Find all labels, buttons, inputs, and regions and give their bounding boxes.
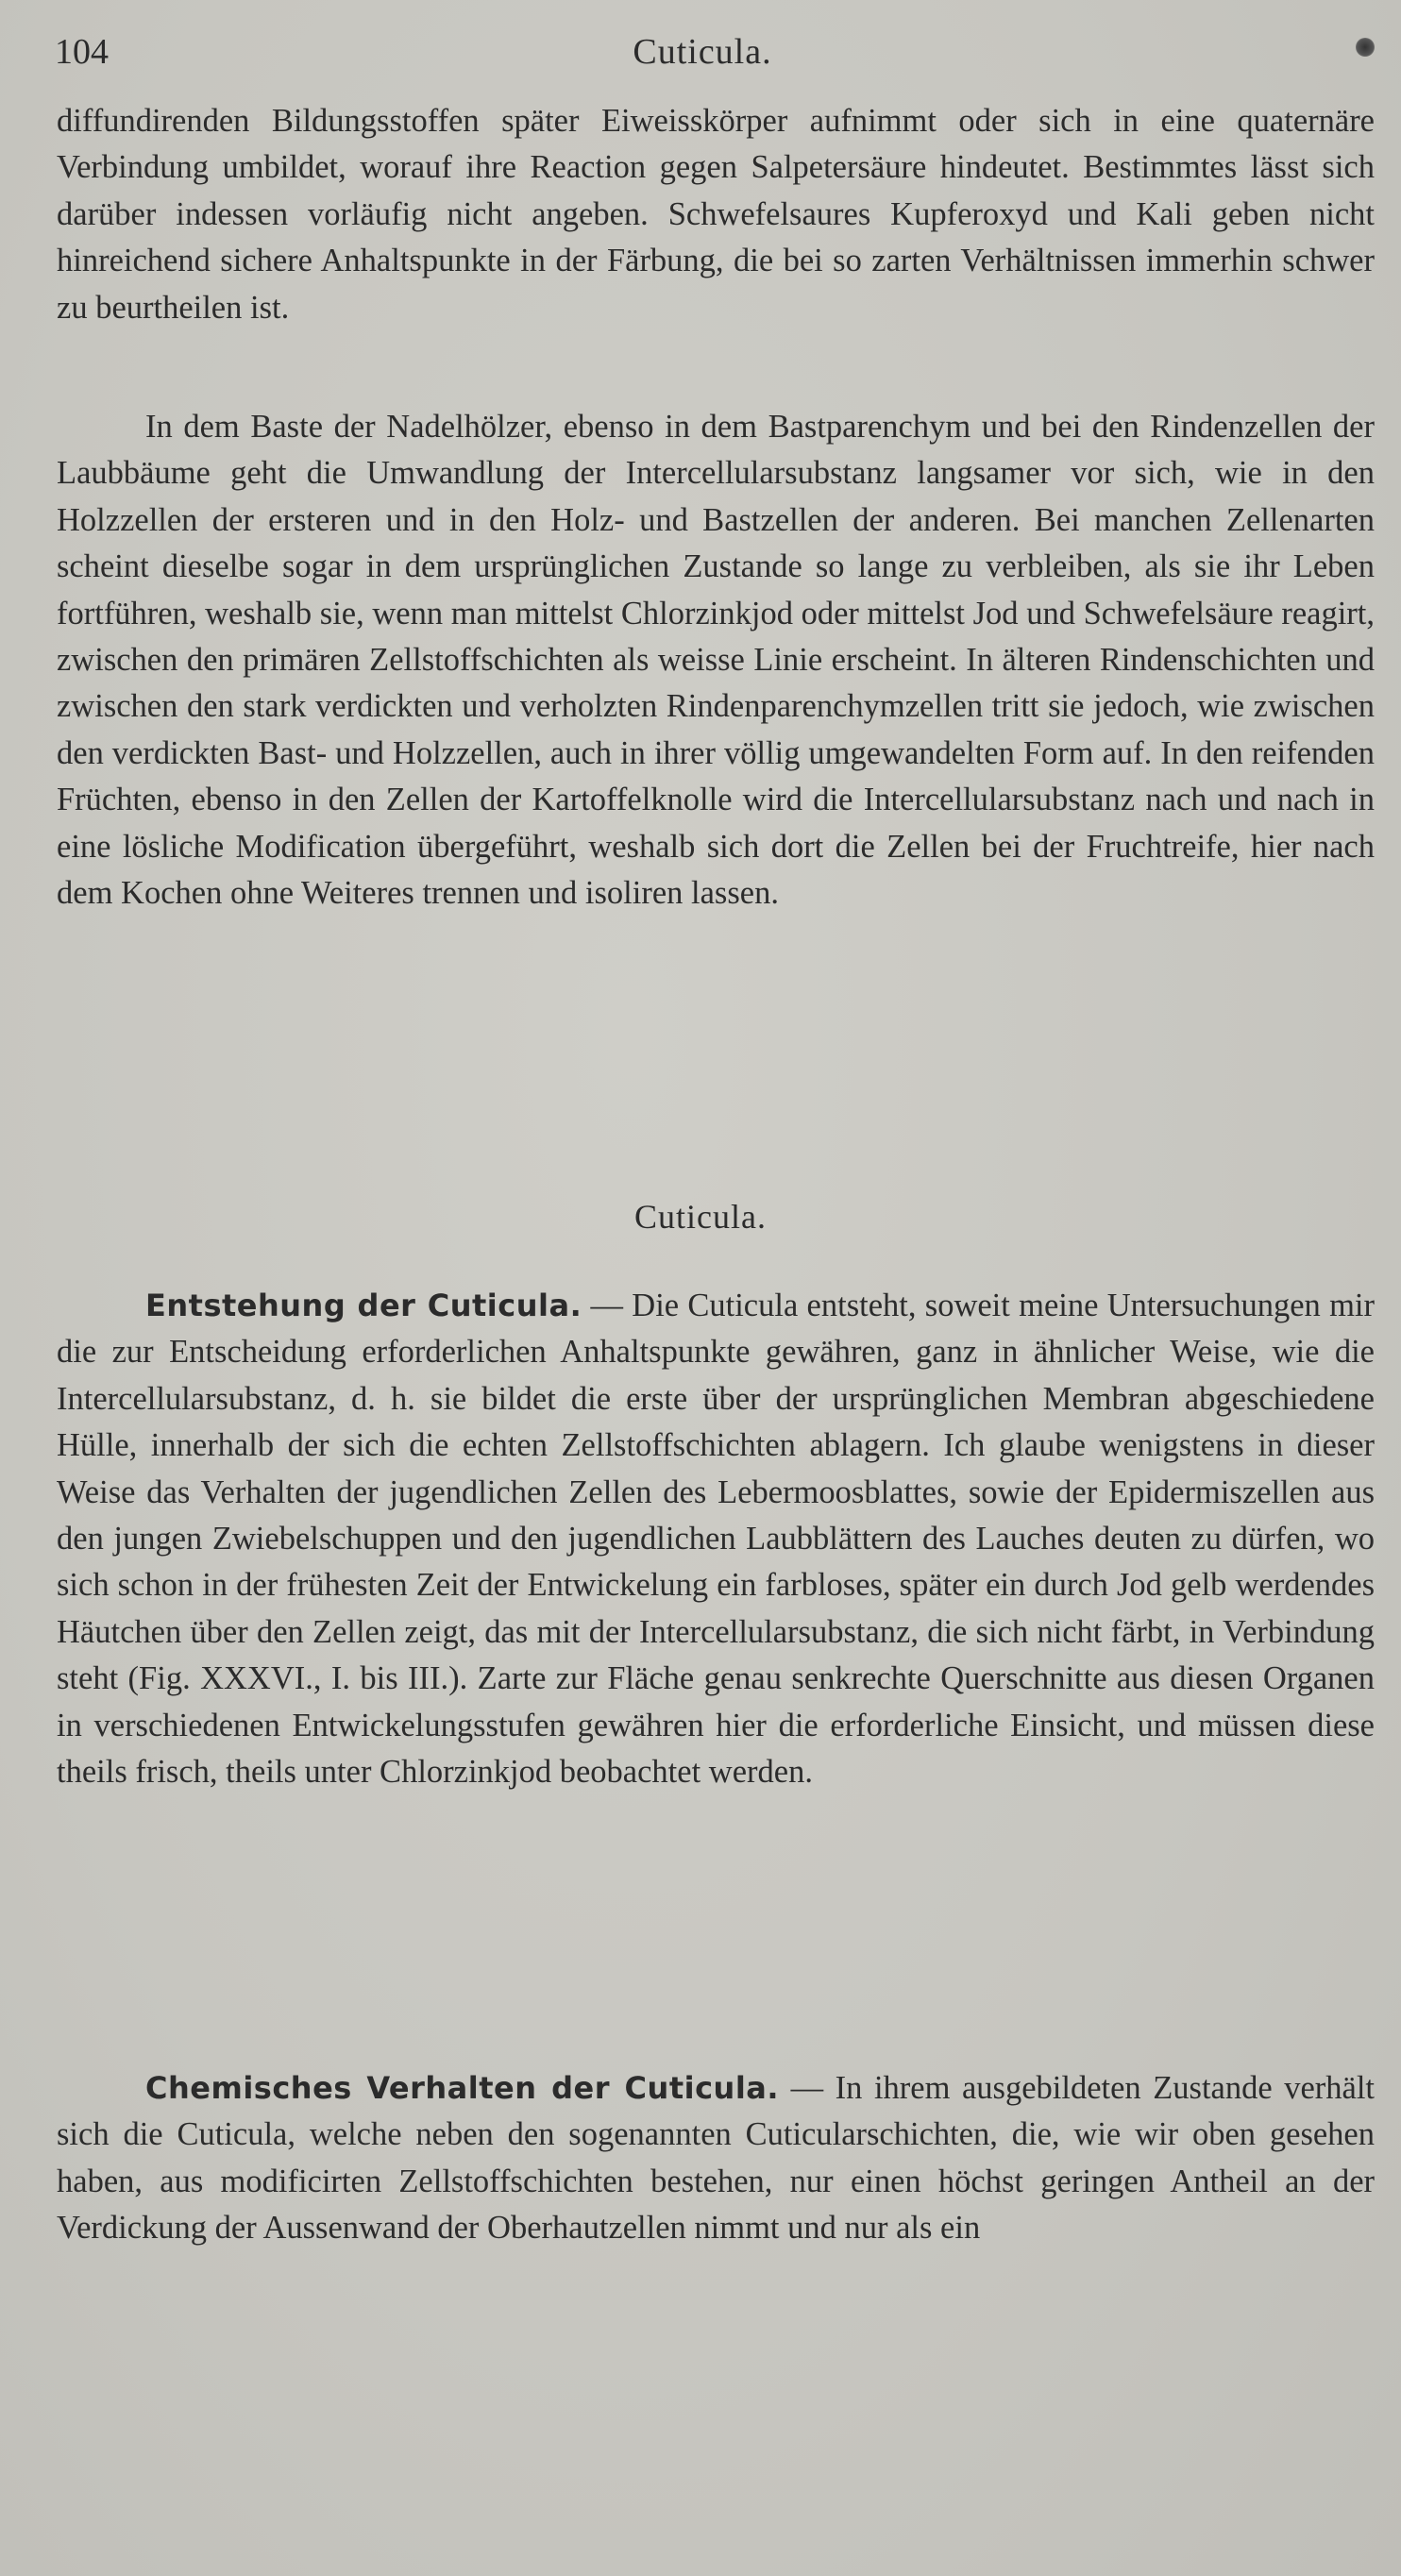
section-title: Cuticula. bbox=[634, 1198, 767, 1236]
paragraph-continued bbox=[57, 98, 1375, 331]
run-in-heading: Chemisches Verhalten der Cuticula. bbox=[145, 2070, 780, 2106]
paragraph-text: diffundirenden Bildungsstoffen später Eiweisskörper aufnimmt oder sich in eine quaternäre Verbindung umbildet, worauf ihre Reaction gegen Salpetersäure hindeutet. Bestimmtes lässt sich darüber indessen vorläufig nicht angeben. Schwefelsaures Kupferoxyd und Kali geben nicht hinreichend sichere Anhaltspunkte in der Färbung, die bei so zarten Verhältnissen immerhin schwer zu beurtheilen ist. bbox=[57, 103, 1375, 326]
page-number: 104 bbox=[55, 32, 109, 72]
paragraph-entstehung bbox=[57, 1283, 1375, 1795]
paragraph-text: In dem Baste der Nadelhölzer, ebenso in dem Bastparenchym und bei den Rindenzellen der Laubbäume geht die Umwandlung der Intercellularsubstanz langsamer vor sich, wie in den Holzzellen der ersteren und in den Holz- und Bastzellen der anderen. Bei manchen Zellenarten scheint dieselbe sogar in dem ursprünglichen Zustande so lange zu verbleiben, als sie ihr Leben fortführen, weshalb sie, wenn man mittelst Chlorzinkjod oder mittelst Jod und Schwefelsäure reagirt, zwischen den primären Zellstoffschichten als weisse Linie erscheint. In älteren Rindenschichten und zwischen den stark verdickten und verholzten Rindenparenchymzellen tritt sie jedoch, wie zwischen den verdickten Bast- und Holzzellen, auch in ihrer völlig umgewandelten Form auf. In den reifenden Früchten, ebenso in den Zellen der Kartoffelknolle wird die Intercellularsubstanz nach und nach in eine lösliche Modification übergeführt, weshalb sich dort die Zellen bei der Fruchtreife, hier nach dem Kochen ohne Weiteres trennen und isoliren lassen. bbox=[57, 409, 1375, 912]
run-in-heading: Entstehung der Cuticula. bbox=[145, 1288, 582, 1323]
paragraph-body bbox=[57, 1283, 1375, 1795]
paragraph-intercellular bbox=[57, 404, 1375, 917]
paragraph-text: — Die Cuticula entsteht, soweit meine Untersuchungen mir die zur Entscheidung erforderlichen Anhaltspunkte gewähren, ganz in ähnlicher Weise, wie die Intercellularsubstanz, d. h. sie bildet die erste über der ursprünglichen Membran abgeschiedene Hülle, innerhalb der sich die echten Zellstoffschichten ablagern. Ich glaube wenigstens in dieser Weise das Verhalten der jugendlichen Zellen des Lebermoosblattes, sowie der Epidermiszellen aus den jungen Zwiebelschuppen und den jugendlichen Laubblättern des Lauches deuten zu dürfen, wo sich schon in der frühesten Zeit der Entwickelung ein farbloses, später ein durch Jod gelb werdendes Häutchen über den Zellen zeigt, das mit der Intercellularsubstanz, die sich nicht färbt, in Verbindung steht (Fig. XXXVI., I. bis III.). Zarte zur Fläche genau senkrechte Querschnitte aus diesen Organen in verschiedenen Entwickelungsstufen gewähren hier die erforderliche Einsicht, und müssen diese theils frisch, theils unter Chlorzinkjod beobachtet werden. bbox=[57, 1288, 1375, 1791]
paragraph-text: — In ihrem ausgebildeten Zustande verhält sich die Cuticula, welche neben den sogenannten Cuticularschichten, die, wie wir oben gesehen haben, aus modificirten Zellstoffschichten bestehen, nur einen höchst geringen Antheil an der Verdickung der Aussenwand der Oberhautzellen nimmt und nur als ein bbox=[57, 2070, 1375, 2247]
page-header bbox=[55, 28, 1350, 76]
running-head: Cuticula. bbox=[633, 32, 772, 72]
paragraph-body bbox=[57, 2065, 1375, 2252]
paragraph-chemisches bbox=[57, 2065, 1375, 2252]
ink-blot bbox=[1356, 38, 1375, 57]
